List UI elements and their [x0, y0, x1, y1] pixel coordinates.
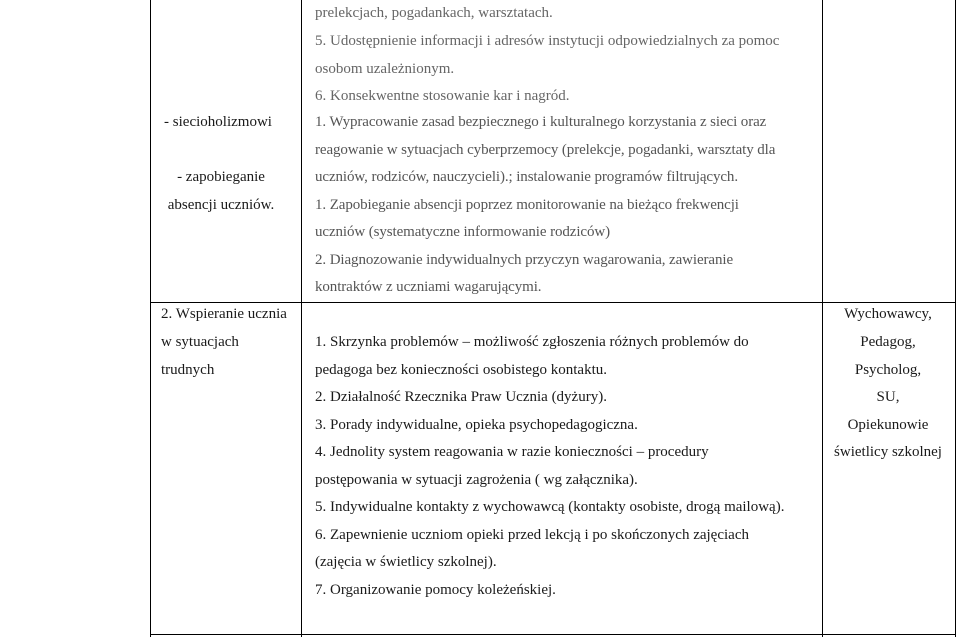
mid-cell-line: pedagoga bez konieczności osobistego kontaktu.	[315, 362, 608, 378]
left-cell-line: 2. Wspieranie ucznia	[161, 306, 287, 322]
mid-cell-line: osobom uzależnionym.	[315, 61, 455, 77]
mid-cell-line: 5. Indywidualne kontakty z wychowawcą (kontakty osobiste, drogą mailową).	[315, 499, 785, 515]
mid-cell-line: 6. Zapewnienie uczniom opieki przed lekcją i po skończonych zajęciach	[315, 527, 749, 543]
mid-cell-line: 4. Jednolity system reagowania w razie konieczności – procedury	[315, 444, 709, 460]
left-cell-line: w sytuacjach	[161, 334, 239, 350]
right-cell-line: Psycholog,	[854, 362, 922, 378]
mid-cell-line: 6. Konsekwentne stosowanie kar i nagród.	[315, 88, 570, 104]
mid-cell-line: 7. Organizowanie pomocy koleżeńskiej.	[315, 582, 556, 598]
table-border-col2	[822, 0, 823, 637]
left-cell-line: trudnych	[161, 362, 215, 378]
mid-cell-line: postępowania w sytuacji zagrożenia ( wg załącznika).	[315, 472, 638, 488]
mid-cell-line: 3. Porady indywidualne, opieka psychopedagogiczna.	[315, 417, 638, 433]
right-cell-line: Wychowawcy,	[844, 306, 932, 322]
table-bottom-border	[150, 634, 956, 635]
mid-cell-line: 2. Działalność Rzecznika Praw Ucznia (dyżury).	[315, 389, 607, 405]
mid-cell-line: (zajęcia w świetlicy szkolnej).	[315, 554, 497, 570]
mid-cell-line: 1. Zapobieganie absencji poprzez monitorowanie na bieżąco frekwencji	[315, 197, 739, 213]
left-cell-line: - siecioholizmowi	[164, 114, 272, 130]
mid-cell-line: 2. Diagnozowanie indywidualnych przyczyn wagarowania, zawieranie	[315, 252, 734, 268]
table-border-right	[955, 0, 956, 637]
mid-cell-line: uczniów (systematyczne informowanie rodziców)	[315, 224, 610, 240]
mid-cell-line: 5. Udostępnienie informacji i adresów instytucji odpowiedzialnych za pomoc	[315, 33, 780, 49]
table-border-col1	[301, 0, 302, 637]
mid-cell-line: uczniów, rodziców, nauczycieli).; instalowanie programów filtrujących.	[315, 169, 738, 185]
mid-cell-line: reagowanie w sytuacjach cyberprzemocy (prelekcje, pogadanki, warsztaty dla	[315, 142, 776, 158]
right-cell-line: Opiekunowie	[847, 417, 929, 433]
mid-cell-line: 1. Skrzynka problemów – możliwość zgłoszenia różnych problemów do	[315, 334, 749, 350]
right-cell-line: Pedagog,	[860, 334, 916, 350]
right-cell-line: SU,	[876, 389, 900, 405]
row-divider	[150, 302, 956, 303]
right-cell-line: świetlicy szkolnej	[834, 444, 942, 460]
left-cell-line: absencji uczniów.	[167, 197, 275, 213]
mid-cell-line: prelekcjach, pogadankach, warsztatach.	[315, 5, 553, 21]
mid-cell-line: 1. Wypracowanie zasad bezpiecznego i kulturalnego korzystania z sieci oraz	[315, 114, 767, 130]
left-cell-line: - zapobieganie	[177, 169, 265, 185]
table-border-left	[150, 0, 151, 637]
mid-cell-line: kontraktów z uczniami wagarującymi.	[315, 279, 542, 295]
